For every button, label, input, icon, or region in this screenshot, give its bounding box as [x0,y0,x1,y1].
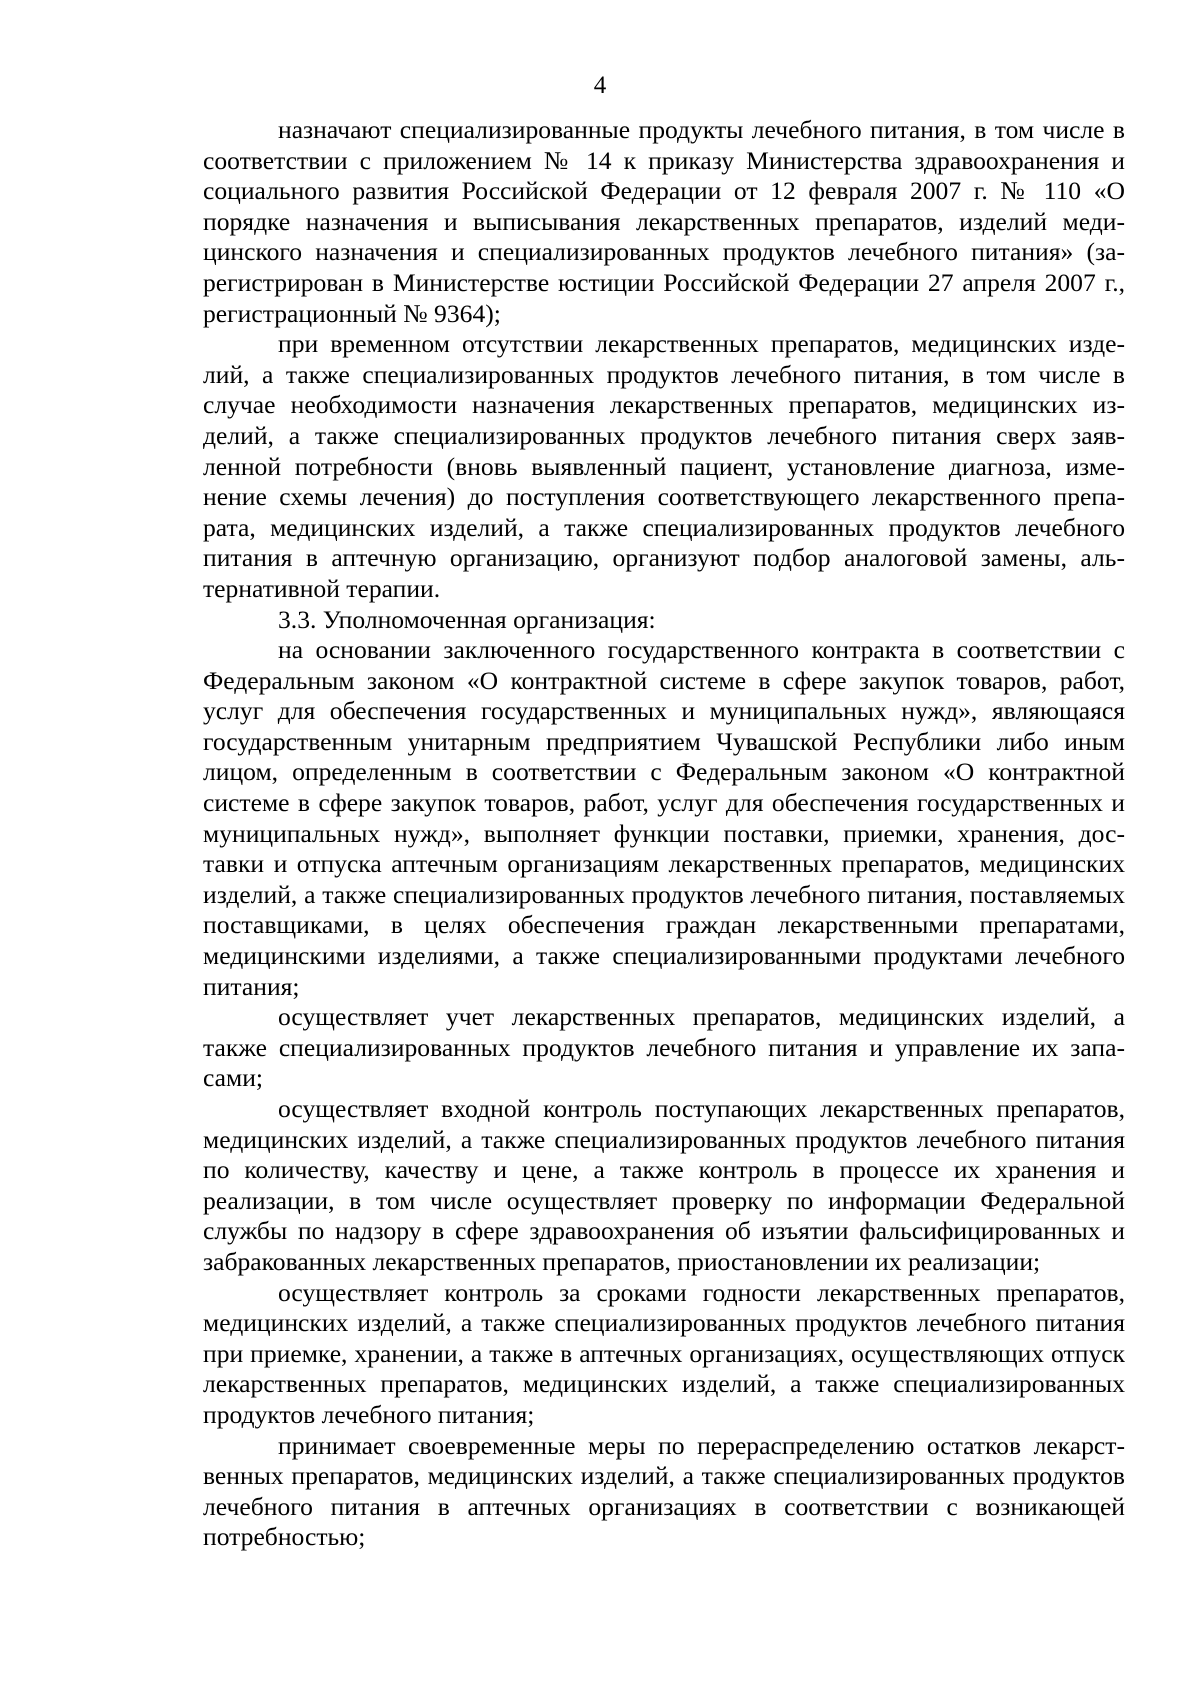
section-heading: 3.3. Уполномоченная организация: [278,604,656,634]
paragraph: на основании заключенного государственного контракта в соответствии с Федеральным законом «О контрактной системе в сфере закупок товаров, работ, услуг для обеспечения государственных и муниципальных нужд», являющаяся государственным унитарным предприятием Чувашской Республики либо иным лицом, определенным в соответствии с Федеральным законом «О контрактной системе в сфере закупок товаров, работ, услуг для обеспечения государственных и муниципальных нужд», выполняет функции поставки, приемки, хранения, доставки и отпуска аптечным организациям лекарственных препаратов, медицинских изделий, а также специализированных продуктов лечебного питания, поставляемых поставщиками, в целях обеспечения граждан лекарственными препаратами, медицинскими изделиями, а также специализированными продуктами лечебного питания; [203,635,1125,1001]
page-number: 4 [593,72,607,99]
paragraph: осуществляет контроль за сроками годности лекарственных препаратов, медицинских изделий, а также специализированных продуктов лечебного питания при приемке, хранении, а также в аптечных организациях, осуществляющих отпуск лекарственных препаратов, медицинских изделий, а также специализированных продуктов лечебного питания; [203,1277,1125,1429]
paragraph: при временном отсутствии лекарственных препаратов, медицинских изделий, а также специализированных продуктов лечебного питания, в том числе в случае необходимости назначения лекарственных препаратов, медицинских изделий, а также специализированных продуктов лечебного питания сверх заявленной потребности (вновь выявленный пациент, установление диагноза, изменение схемы лечения) до поступления соответствующего лекарственного препарата, медицинских изделий, а также специализированных продуктов лечебного питания в аптечную организацию, организуют подбор аналоговой замены, альтернативной терапии. [203,329,1125,603]
paragraph: назначают специализированные продукты лечебного питания, в том числе в соответствии с приложением № 14 к приказу Министерства здравоохранения и социального развития Российской Федерации от 12 февраля 2007 г. № 110 «О порядке назначения и выписывания лекарственных препаратов, изделий медицинского назначения и специализированных продуктов лечебного питания» (зарегистрирован в Министерстве юстиции Российской Федерации 27 апреля 2007 г., регистрационный № 9364); [203,115,1125,328]
paragraph: принимает своевременные меры по перераспределению остатков лекарственных препаратов, медицинских изделий, а также специализированных продуктов лечебного питания в аптечных организациях в соответствии с возникающей потребностью; [203,1430,1125,1552]
document-body [203,115,1125,1553]
paragraph: осуществляет входной контроль поступающих лекарственных препаратов, медицинских изделий, а также специализированных продуктов лечебного питания по количеству, качеству и цене, а также контроль в процессе их хранения и реализации, в том числе осуществляет проверку по информации Федеральной службы по надзору в сфере здравоохранения об изъятии фальсифицированных и забракованных лекарственных препаратов, приостановлении их реализации; [203,1094,1125,1276]
paragraph: осуществляет учет лекарственных препаратов, медицинских изделий, а также специализированных продуктов лечебного питания и управление их запасами; [203,1002,1125,1093]
